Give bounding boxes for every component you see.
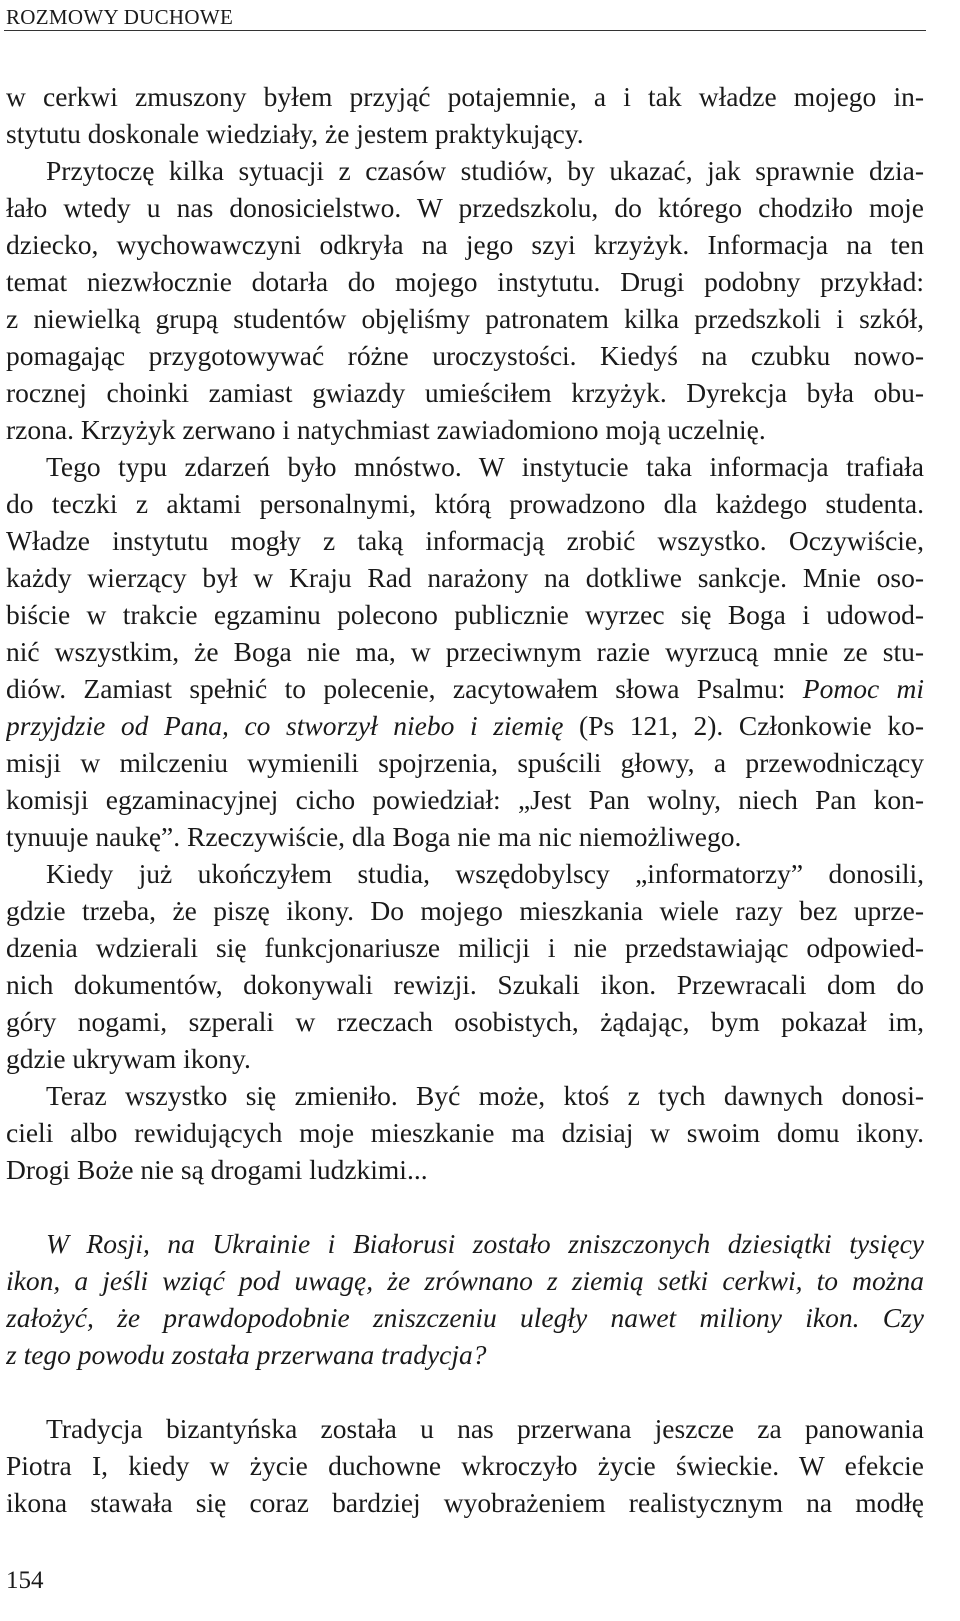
line-text: Drogi Boże nie są drogami ludzkimi... xyxy=(6,1154,428,1185)
text-line xyxy=(6,337,924,374)
line-text: łało wtedy u nas donosicielstwo. W przedszkolu, do którego chodziło moje xyxy=(6,192,924,223)
section-gap xyxy=(6,1188,924,1225)
page-content xyxy=(6,78,924,1521)
line-text: rocznej choinki zamiast gwiazdy umieściłem krzyżyk. Dyrekcja była obu- xyxy=(6,377,924,408)
text-line xyxy=(6,744,924,781)
body-text xyxy=(6,78,924,1188)
psalm-quote: przyjdzie od Pana, co stworzył niebo i ziemię xyxy=(6,710,564,741)
line-text: komisji egzaminacyjnej cicho powiedział: „Jest Pan wolny, niech Pan kon- xyxy=(6,784,924,815)
text-line xyxy=(6,226,924,263)
text-line xyxy=(6,707,924,744)
line-text: temat niezwłocznie dotarła do mojego instytutu. Drugi podobny przykład: xyxy=(6,266,924,297)
text-line xyxy=(6,1299,924,1336)
line-text: Władze instytutu mogły z taką informacją zrobić wszystko. Oczywiście, xyxy=(6,525,924,556)
text-line xyxy=(6,1336,924,1373)
line-text: gdzie trzeba, że piszę ikony. Do mojego mieszkania wiele razy bez uprze- xyxy=(6,895,924,926)
line-text: W Rosji, na Ukrainie i Białorusi zostało zniszczonych dziesiątki tysięcy xyxy=(46,1228,924,1259)
line-text: stytutu doskonale wiedziały, że jestem praktykujący. xyxy=(6,118,584,149)
line-text: Piotra I, kiedy w życie duchowne wkroczyło życie świeckie. W efekcie xyxy=(6,1450,924,1481)
psalm-quote: Pomoc mi xyxy=(802,673,924,704)
line-text: pomagając przygotowywać różne uroczystości. Kiedyś na czubku nowo- xyxy=(6,340,924,371)
text-line xyxy=(6,263,924,300)
line-text: Kiedy już ukończyłem studia, wszędobylscy „informatorzy” donosili, xyxy=(46,858,924,889)
line-text: biście w trakcie egzaminu polecono publicznie wyrzec się Boga i udowod- xyxy=(6,599,924,630)
text-line xyxy=(6,522,924,559)
line-text: dziecko, wychowawczyni odkryła na jego szyi krzyżyk. Informacja na ten xyxy=(6,229,924,260)
text-line xyxy=(6,1040,924,1077)
line-text: z niewielką grupą studentów objęliśmy patronatem kilka przedszkoli i szkół, xyxy=(6,303,924,334)
text-line xyxy=(6,670,924,707)
line-text: Tradycja bizantyńska została u nas przerwana jeszcze za panowania xyxy=(46,1413,924,1444)
line-text: rzona. Krzyżyk zerwano i natychmiast zawiadomiono moją uczelnię. xyxy=(6,414,766,445)
text-line xyxy=(6,115,924,152)
line-text: każdy wierzący był w Kraju Rad narażony na dotkliwe sankcje. Mnie oso- xyxy=(6,562,924,593)
line-text: nić wszystkim, że Boga nie ma, w przeciwnym razie wyrzucą mnie ze stu- xyxy=(6,636,924,667)
text-line xyxy=(6,189,924,226)
text-line xyxy=(6,152,924,189)
line-text: tynuuje naukę”. Rzeczywiście, dla Boga nie ma nic niemożliwego. xyxy=(6,821,742,852)
line-text: góry nogami, szperali w rzeczach osobistych, żądając, bym pokazał im, xyxy=(6,1006,924,1037)
line-text: Tego typu zdarzeń było mnóstwo. W instytucie taka informacja trafiała xyxy=(46,451,924,482)
text-line xyxy=(6,1262,924,1299)
text-line xyxy=(6,1151,924,1188)
text-line xyxy=(6,78,924,115)
text-line xyxy=(6,1114,924,1151)
interview-question xyxy=(6,1225,924,1373)
interview-answer xyxy=(6,1410,924,1521)
text-line xyxy=(6,1410,924,1447)
text-line xyxy=(6,1003,924,1040)
running-head-title: ROZMOWY DUCHOWE xyxy=(6,5,234,29)
line-text: diów. Zamiast spełnić to polecenie, zacytowałem słowa Psalmu: xyxy=(6,673,803,704)
line-text: w cerkwi zmuszony byłem przyjąć potajemnie, a i tak władze mojego in- xyxy=(6,81,924,112)
line-text: ikon, a jeśli wziąć pod uwagę, że zrównano z ziemią setki cerkwi, to można xyxy=(6,1265,924,1296)
text-line xyxy=(6,596,924,633)
line-text: z tego powodu została przerwana tradycja? xyxy=(6,1339,487,1370)
text-line xyxy=(6,485,924,522)
line-text: gdzie ukrywam ikony. xyxy=(6,1043,251,1074)
text-line xyxy=(6,1225,924,1262)
text-line xyxy=(6,818,924,855)
line-text: ikona stawała się coraz bardziej wyobrażeniem realistycznym na modłę xyxy=(6,1487,924,1518)
text-line xyxy=(6,559,924,596)
line-text: dzenia wdzierali się funkcjonariusze milicji i nie przedstawiając odpowied- xyxy=(6,932,924,963)
text-line xyxy=(6,448,924,485)
line-text: Teraz wszystko się zmieniło. Być może, ktoś z tych dawnych donosi- xyxy=(46,1080,924,1111)
text-line xyxy=(6,300,924,337)
header-rule xyxy=(4,30,926,31)
text-line xyxy=(6,966,924,1003)
text-line xyxy=(6,781,924,818)
text-line xyxy=(6,633,924,670)
text-line xyxy=(6,892,924,929)
text-line xyxy=(6,1484,924,1521)
section-gap xyxy=(6,1373,924,1410)
text-line xyxy=(6,855,924,892)
line-text: (Ps 121, 2). Członkowie ko- xyxy=(563,710,924,741)
text-line xyxy=(6,411,924,448)
line-text: do teczki z aktami personalnymi, którą prowadzono dla każdego studenta. xyxy=(6,488,924,519)
line-text: założyć, że prawdopodobnie zniszczeniu uległy nawet miliony ikon. Czy xyxy=(6,1302,924,1333)
text-line xyxy=(6,1077,924,1114)
line-text: nich dokumentów, dokonywali rewizji. Szukali ikon. Przewracali dom do xyxy=(6,969,924,1000)
line-text: cieli albo rewidujących moje mieszkanie ma dzisiaj w swoim domu ikony. xyxy=(6,1117,924,1148)
text-line xyxy=(6,929,924,966)
text-line xyxy=(6,1447,924,1484)
line-text: Przytoczę kilka sytuacji z czasów studiów, by ukazać, jak sprawnie dzia- xyxy=(46,155,924,186)
page-number: 154 xyxy=(6,1567,44,1594)
text-line xyxy=(6,374,924,411)
line-text: misji w milczeniu wymienili spojrzenia, spuścili głowy, a przewodniczący xyxy=(6,747,924,778)
